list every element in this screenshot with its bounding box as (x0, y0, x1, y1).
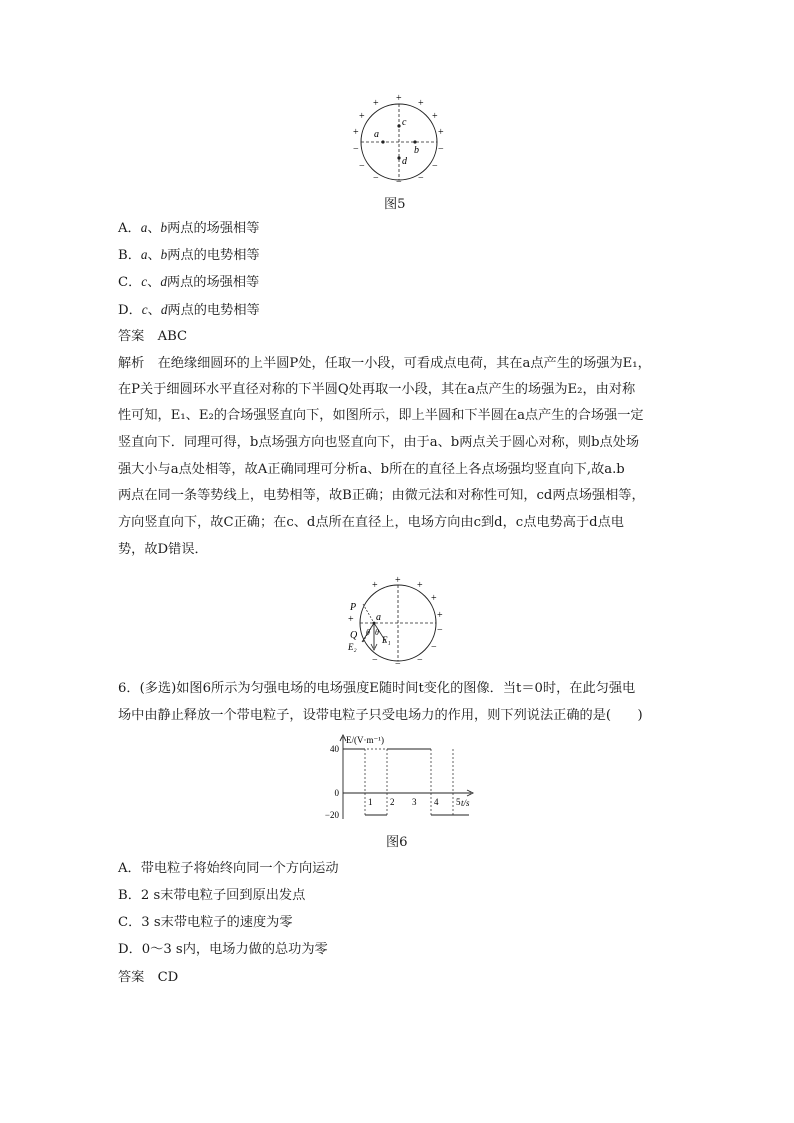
figure-5 (345, 92, 455, 187)
x-tick-label-4: 4 (434, 797, 439, 807)
x-tick-label-1: 1 (368, 797, 373, 807)
x-axis-label: t/s (461, 798, 470, 808)
figure-6-caption: 图6 (386, 835, 408, 850)
svg-text:−: − (417, 655, 423, 666)
label-P: P (350, 602, 357, 613)
label-E2: E₂ (348, 642, 357, 652)
analysis-line-1: 解析 在绝缘细圆环的上半圆P处，任取一小段，可看成点电荷，其在a点产生的场强为E₁， (118, 356, 651, 371)
label-b: b (414, 145, 419, 156)
q6-option-a: A．带电粒子将始终向同一个方向运动 (118, 861, 339, 876)
q6-line-2: 场中由静止释放一个带电粒子，设带电粒子只受电场力的作用，则下列说法正确的是( ) (118, 708, 643, 723)
label-a: a (374, 129, 379, 140)
svg-text:θ: θ (366, 628, 370, 637)
svg-text:+: + (373, 98, 379, 109)
answer-q5: 答案 ABC (118, 329, 188, 344)
y-tick-label-2: −20 (324, 810, 339, 820)
q6-line-1: 6．(多选)如图6所示为匀强电场的电场强度E随时间t变化的图像．当t＝0时，在此匀强电 (118, 681, 636, 696)
analysis-line-2: 在P关于细圆环水平直径对称的下半圆Q处再取一小段，其在a点产生的场强为E₂，由对称 (118, 382, 636, 397)
x-tick-label-3: 3 (412, 797, 417, 807)
svg-text:+: + (359, 111, 365, 122)
y-tick-label-0: 40 (330, 744, 339, 754)
answer-q6: 答案 CD (118, 970, 179, 985)
analysis-line-8: 势，故D错误． (118, 542, 208, 557)
svg-text:−: − (359, 161, 365, 172)
svg-text:+: + (396, 93, 402, 104)
svg-text:−: − (437, 625, 443, 636)
q6-option-d: D．0～3 s内，电场力做的总功为零 (118, 942, 328, 957)
svg-text:−: − (438, 144, 444, 155)
svg-text:+: + (432, 111, 438, 122)
y-tick-label-1: 0 (334, 788, 339, 798)
option-c: C．c、d两点的场强相等 (118, 274, 260, 290)
figure-5-caption: 图5 (384, 197, 406, 212)
svg-text:+: + (372, 580, 378, 591)
svg-text:−: − (432, 161, 438, 172)
svg-text:−: − (395, 659, 401, 669)
svg-text:+: + (348, 614, 354, 625)
svg-text:−: − (353, 144, 359, 155)
svg-text:−: − (431, 642, 437, 653)
label-c: c (402, 117, 407, 128)
option-d: D．c、d两点的电势相等 (118, 302, 260, 318)
svg-text:−: − (373, 173, 379, 184)
x-tick-label-5: 5 (456, 797, 461, 807)
svg-text:−: − (418, 173, 424, 184)
label-a2: a (376, 612, 381, 623)
svg-text:−: − (396, 177, 402, 187)
svg-text:+: + (431, 593, 437, 604)
svg-text:+: + (437, 610, 443, 621)
analysis-line-4: 竖直向下．同理可得，b点场强方向也竖直向下，由于a、b两点关于圆心对称，则b点处场 (118, 435, 640, 450)
label-E1: E₁ (382, 635, 391, 645)
analysis-line-3: 性可知，E₁、E₂的合场强竖直向下，如图所示，即上半圆和下半圆在a点产生的合场强一定 (118, 408, 644, 423)
label-d: d (402, 156, 407, 167)
option-a: A．a、b两点的场强相等 (118, 220, 260, 236)
analysis-line-5: 强大小与a点处相等，故A正确同理可分析a、b所在的直径上各点场强均竖直向下,故a.b (118, 462, 625, 477)
svg-text:+: + (417, 580, 423, 591)
svg-text:+: + (438, 127, 444, 138)
svg-text:+: + (353, 127, 359, 138)
y-axis-label: E/(V·m⁻¹) (346, 735, 384, 745)
q6-option-b: B．2 s末带电粒子回到原出发点 (118, 888, 306, 903)
label-Q: Q (350, 630, 358, 641)
option-b: B．a、b两点的电势相等 (118, 247, 260, 263)
svg-text:−: − (372, 655, 378, 666)
svg-text:+: + (395, 575, 401, 586)
x-tick-label-2: 2 (390, 797, 395, 807)
q6-option-c: C．3 s末带电粒子的速度为零 (118, 915, 293, 930)
figure-6-chart (318, 733, 483, 823)
analysis-line-6: 两点在同一条等势线上，电势相等，故B正确；由微元法和对称性可知，cd两点场强相等， (118, 488, 645, 503)
analysis-line-7: 方向竖直向下，故C正确；在c、d点所在直径上，电场方向由c到d，c点电势高于d点电 (118, 515, 624, 530)
svg-text:θ: θ (375, 628, 379, 637)
svg-text:+: + (418, 98, 424, 109)
analysis-figure (340, 574, 455, 669)
